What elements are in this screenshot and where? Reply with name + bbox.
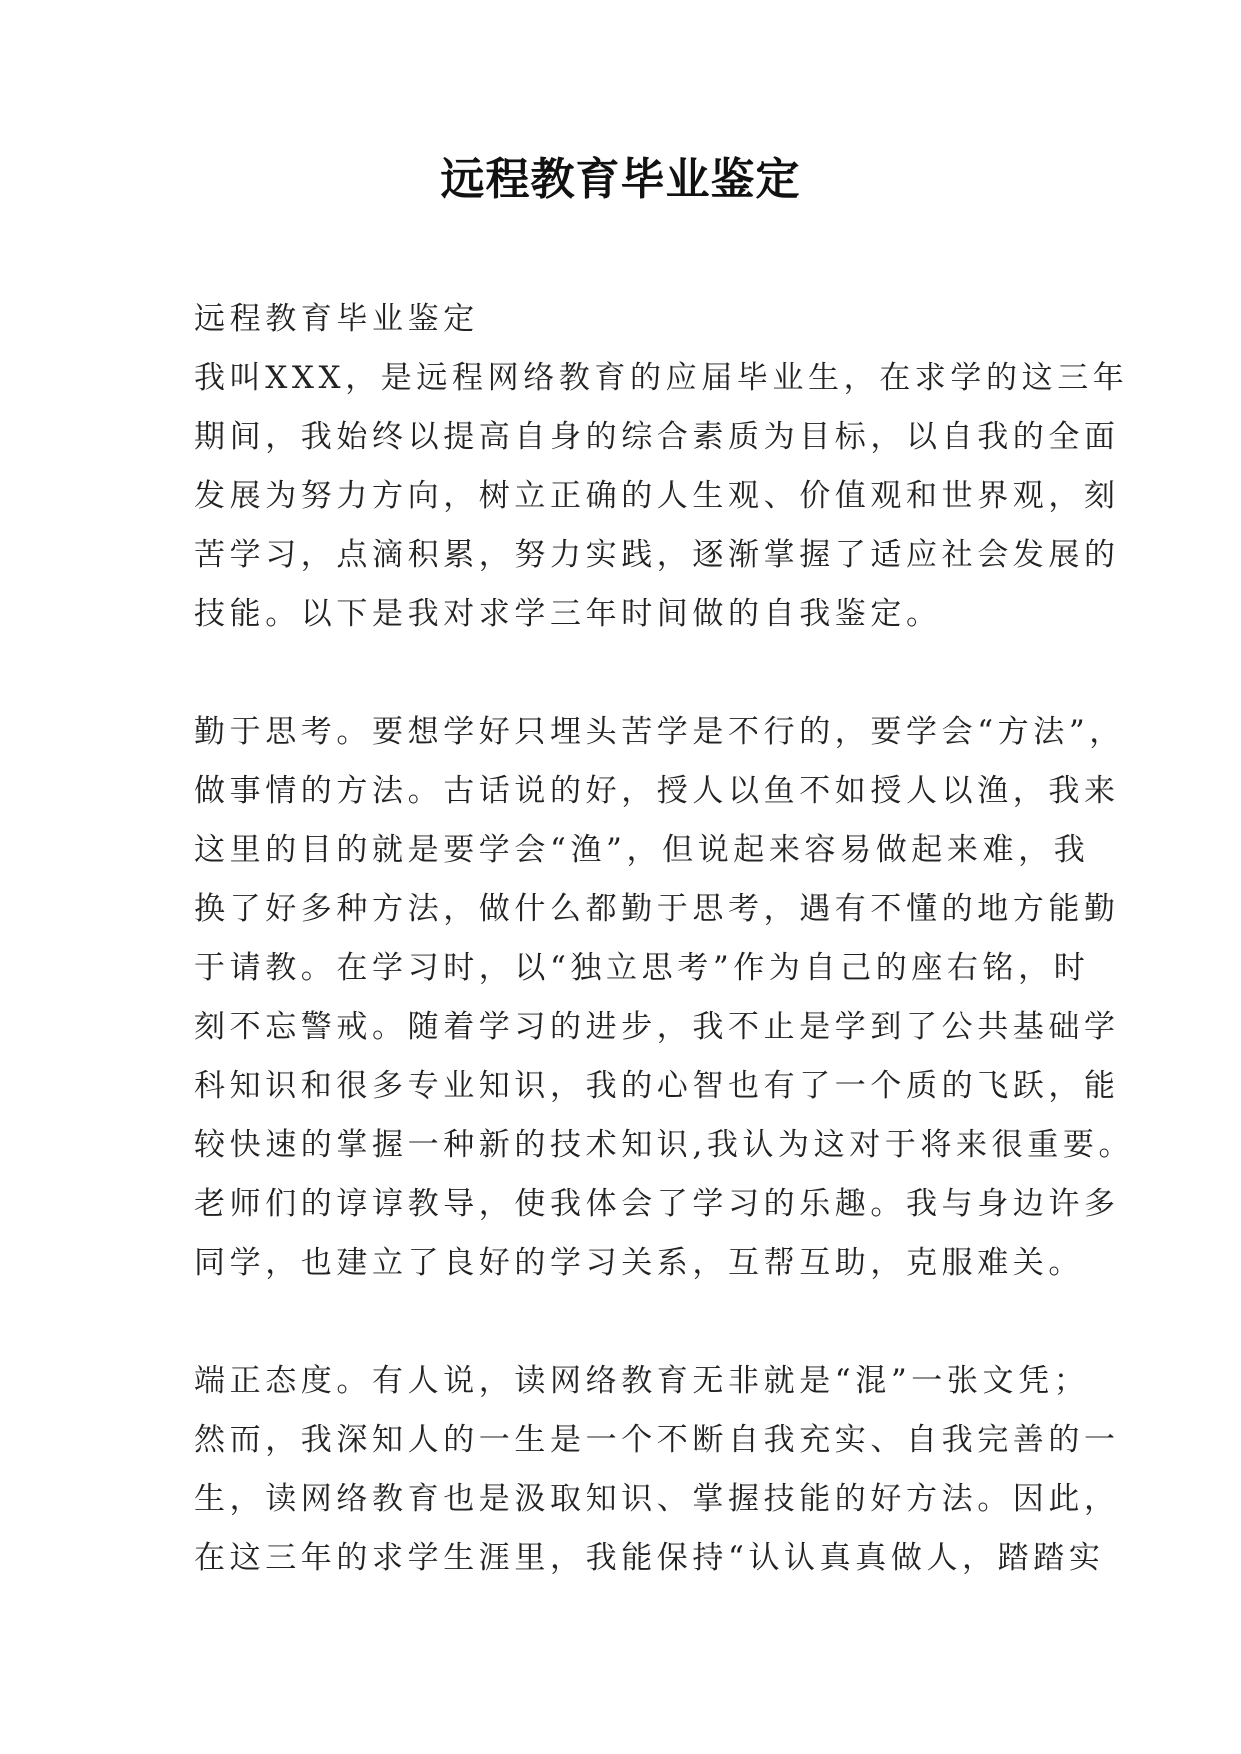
text-line: 我叫XXX，是远程网络教育的应届毕业生，在求学的这三年	[194, 360, 1129, 396]
text-line: 科知识和很多专业知识，我的心智也有了一个质的飞跃，能	[194, 1068, 1120, 1104]
text-line: 同学，也建立了良好的学习关系，互帮互助，克服难关。	[194, 1245, 1084, 1281]
text-line: 发展为努力方向，树立正确的人生观、价值观和世界观，刻	[194, 478, 1120, 514]
text-line: 期间，我始终以提高自身的综合素质为目标，以自我的全面	[194, 419, 1120, 455]
text-line: 老师们的谆谆教导，使我体会了学习的乐趣。我与身边许多	[194, 1186, 1120, 1222]
text-line: 这里的目的就是要学会“渔”，但说起来容易做起来难，我	[194, 832, 1090, 868]
text-line: 刻不忘警戒。随着学习的进步，我不止是学到了公共基础学	[194, 1009, 1120, 1045]
text-line: 端正态度。有人说，读网络教育无非就是“混”一张文凭；	[194, 1363, 1090, 1399]
paragraph-intro	[194, 349, 1129, 644]
paragraph-gap	[194, 644, 1074, 703]
paragraph-gap	[194, 1293, 1074, 1352]
text-line: 较快速的掌握一种新的技术知识,我认为这对于将来很重要。	[194, 1127, 1135, 1163]
text-line: 生，读网络教育也是汲取知识、掌握技能的好方法。因此，	[194, 1481, 1120, 1517]
text-line: 苦学习，点滴积累，努力实践，逐渐掌握了适应社会发展的	[194, 537, 1120, 573]
paragraph-attitude	[194, 1352, 1120, 1588]
text-line: 技能。以下是我对求学三年时间做的自我鉴定。	[194, 596, 942, 632]
body-heading: 远程教育毕业鉴定	[194, 301, 479, 337]
text-line: 于请教。在学习时，以“独立思考”作为自己的座右铭，时	[194, 950, 1090, 986]
document-body	[194, 290, 1135, 1588]
text-line: 勤于思考。要想学好只埋头苦学是不行的，要学会“方法”，	[194, 714, 1125, 750]
text-line: 然而，我深知人的一生是一个不断自我充实、自我完善的一	[194, 1422, 1120, 1458]
paragraph-thinking	[194, 703, 1135, 1293]
text-line: 做事情的方法。古话说的好，授人以鱼不如授人以渔，我来	[194, 773, 1120, 809]
text-line: 换了好多种方法，做什么都勤于思考，遇有不懂的地方能勤	[194, 891, 1120, 927]
document-title: 远程教育毕业鉴定	[440, 154, 801, 205]
text-line: 在这三年的求学生涯里，我能保持“认认真真做人，踏踏实	[194, 1540, 1105, 1576]
